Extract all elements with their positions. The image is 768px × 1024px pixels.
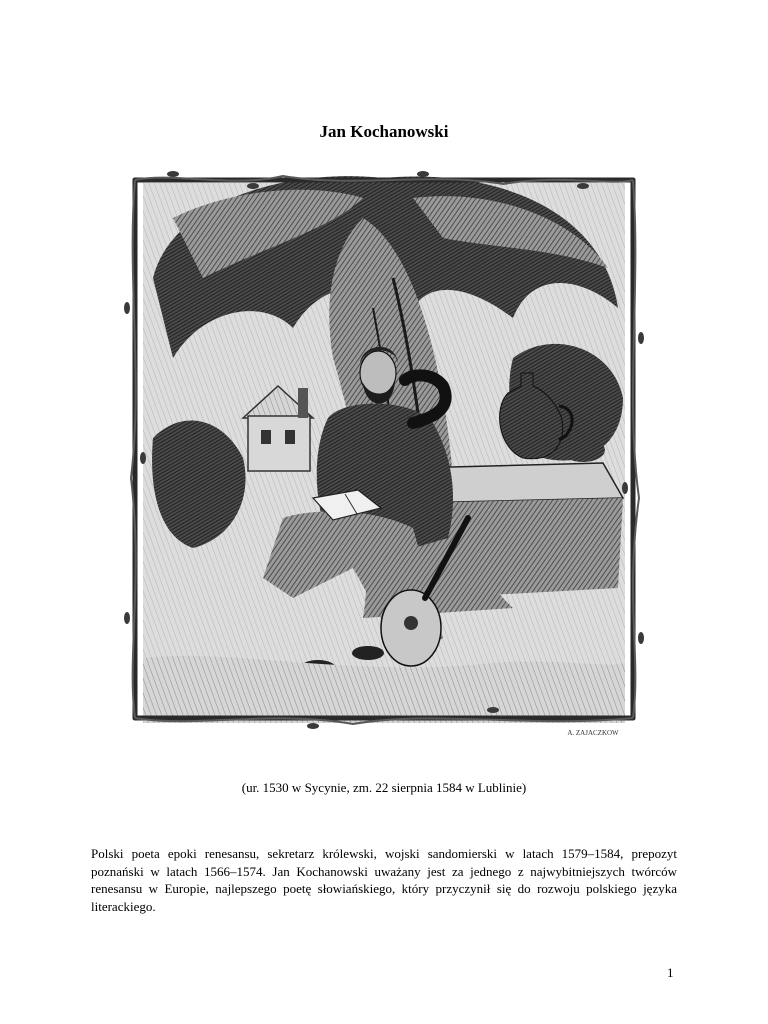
engraving-illustration (113, 158, 655, 747)
page-number: 1 (667, 965, 674, 980)
portrait-caption: (ur. 1530 w Sycynie, zm. 22 sierpnia 1584 w Lublinie) (241, 780, 527, 795)
document-title: Jan Kochanowski (319, 122, 449, 141)
engraver-signature: A. ZAJACZKOW (567, 729, 619, 737)
biography-paragraph: Polski poeta epoki renesansu, sekretarz królewski, wojski sandomierski w latach 1579–1584, prepozyt poznański w latach 1566–1574. Jan Kochanowski uważany jest za jednego z najwybitniejszych twórców renesansu w Europie, najlepszego poetę słowiańskiego, który przyczynił się do rozwoju polskiego języka literackiego. (91, 846, 677, 914)
portrait-engraving (113, 158, 655, 747)
